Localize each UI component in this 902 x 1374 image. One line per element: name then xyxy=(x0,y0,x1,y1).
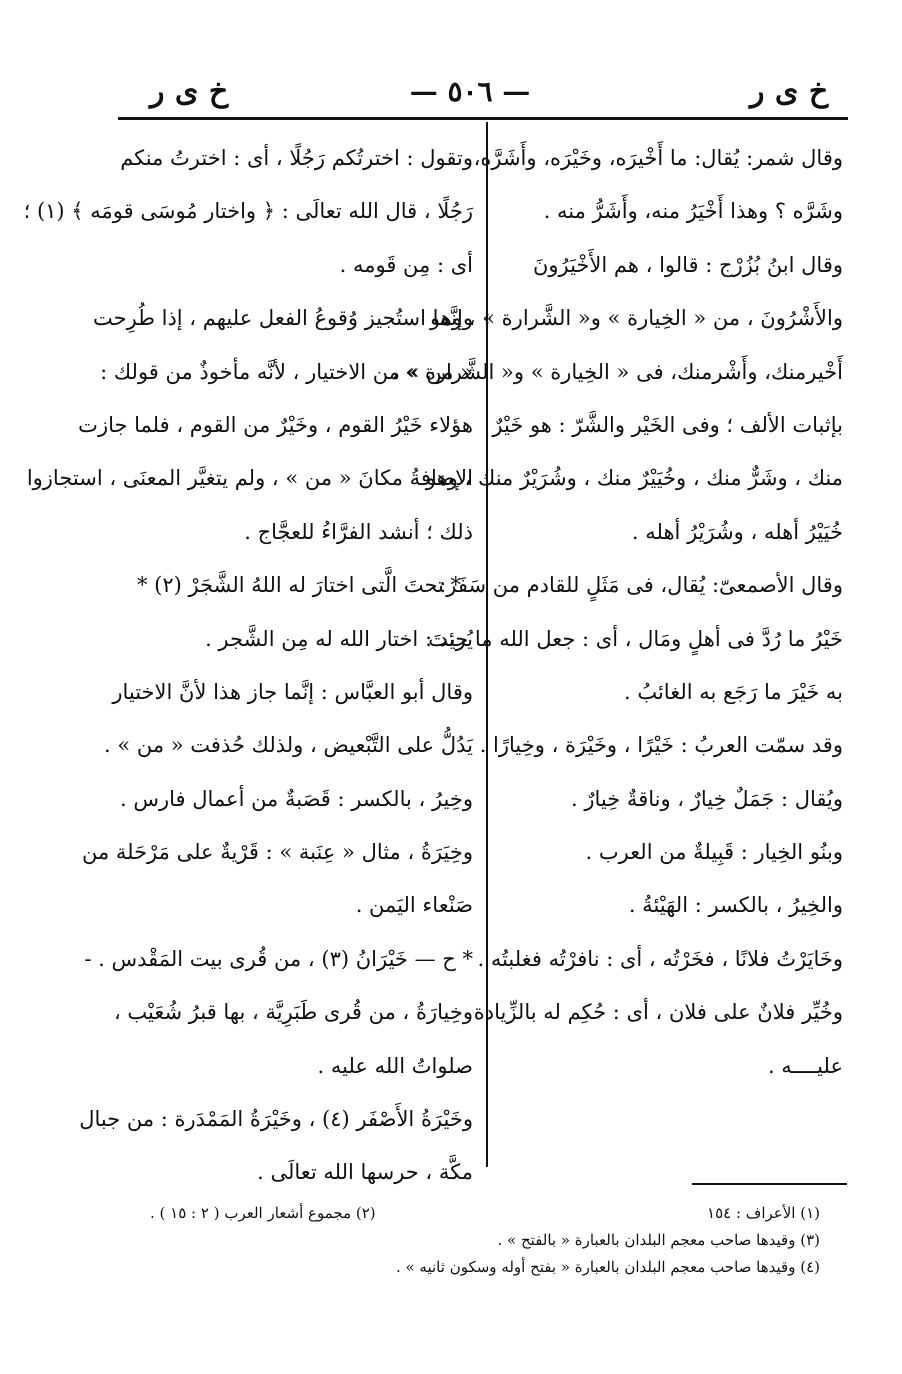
text-line: خَيْرُ ما رُدَّ فى أهلٍ ومَال ، أى : جعل الله ما جئتَ xyxy=(428,626,843,651)
text-line: والأَشْرُونَ ، من « الخِيارة » و« الشَّرارة » ، وهو xyxy=(429,306,843,331)
text-line: وخِيارَةُ ، من قُرى طَبَرِيَّة ، بها قبرُ شُعَيْب ، xyxy=(113,1000,473,1025)
text-line: وخَايَرْتُ فلانًا ، فخَرْتُه ، أى : نافرْتُه فغلبتُه . xyxy=(477,946,843,971)
running-head-left: خ ى ر xyxy=(150,74,229,109)
text-line: ويُقال : جَمَلٌ خِيارٌ ، وناقةٌ خِيارٌ . xyxy=(571,786,843,811)
footnotes xyxy=(150,1200,820,1281)
text-line: وقال أبو العبَّاس : إنَّما جاز هذا لأنَّ الاختيار xyxy=(112,679,473,704)
text-line: والخِيرُ ، بالكسر : الهَيْئةُ . xyxy=(628,893,843,918)
text-line: وخِيَرَةُ ، مثال « عِنَبة » : قَرْيةٌ على مَرْحَلة من xyxy=(81,840,473,865)
left-column xyxy=(23,132,473,1200)
page-number: — ٥٠٦ — xyxy=(409,75,531,108)
footnote-2: (٢) مجموع أشعار العرب ( ٢ : ١٥ ) . xyxy=(150,1204,376,1222)
text-line: يُريد : اختار الله له مِن الشَّجر . xyxy=(205,626,473,651)
text-line: وشَرَّه ؟ وهذا أَخْيَرُ منه، وأَشَرُّ منه . xyxy=(543,199,843,224)
text-line: يَدُلُّ على التَّبْعيض ، ولذلك حُذفت « من » . xyxy=(104,733,473,758)
text-line: وقال شمر: يُقال: ما أَخْيرَه، وخَيْرَه، وأَشَرَّه، xyxy=(473,146,843,170)
text-line: وقد سمّت العربُ : خَيْرًا ، وخَيْرَة ، وخِيارًا . xyxy=(479,733,843,758)
footnote-rule xyxy=(692,1183,847,1185)
text-line: أى : مِن قَومه . xyxy=(339,252,473,277)
verse-line: * تحتَ الَّتى اختارَ له اللهُ الشَّجَرْ (٢) * xyxy=(136,573,462,598)
footnote-4: (٤) وقيدها صاحب معجم البلدان بالعبارة « بفتح أوله وسكون ثانيه » . xyxy=(395,1258,820,1276)
text-line: به خَيْرَ ما رَجَع به الغائبُ . xyxy=(623,679,843,704)
text-line: ذلك ؛ أنشد الفرَّاءُ للعجَّاج . xyxy=(244,519,473,544)
header-rule xyxy=(118,117,848,120)
text-line: عليــــه . xyxy=(767,1053,843,1078)
text-line: صَنْعاء اليَمن . xyxy=(355,893,473,918)
text-line: وخُيِّر فلانٌ على فلان ، أى : حُكِم له بالزِّيادة xyxy=(473,1000,843,1025)
text-line: وقال الأصمعىّ: يُقال، فى مَثَلٍ للقادم من سَفَر: xyxy=(439,573,843,598)
text-line: وخَيْرَةُ الأَصْفَر (٤) ، وخَيْرَةُ المَمْدَرة : من جبال xyxy=(79,1107,473,1132)
text-line: هؤلاء خَيْرُ القوم ، وخَيْرٌ من القوم ، فلما جازت xyxy=(78,412,473,437)
text-line: صلواتُ الله عليه . xyxy=(317,1053,473,1078)
text-line: مكَّة ، حرسها الله تعالَى . xyxy=(257,1160,473,1185)
text-line: بإثبات الألف ؛ وفى الخَيْر والشَّرّ : هو خَيْرٌ xyxy=(492,412,843,437)
text-line: * ح — خَيْرَانُ (٣) ، من قُرى بيت المَقْدس . - xyxy=(84,946,473,971)
text-line: وتقول : اخترتُكم رَجُلًا ، أى : اخترتُ منكم xyxy=(120,146,473,170)
footnote-1: (١) الأعراف : ١٥٤ xyxy=(707,1204,820,1222)
text-line: أَخْيرمنك، وأَشْرمنك، فى « الخِيارة » و« الشَّرارة » ، xyxy=(391,359,843,384)
text-line: منك ، وشَرٌّ منك ، وخُيَيْرٌ منك ، وشُرَيْرٌ منك ، وهو xyxy=(425,466,843,491)
text-line: وقال ابنُ بُزُرْج : قالوا ، هم الأَخْيَرُونَ xyxy=(532,252,843,277)
text-line: الإضافةُ مكانَ « من » ، ولم يتغيَّر المعنَى ، استجازوا xyxy=(26,466,473,491)
text-line: وإنَّما استُجيز وُقوعُ الفعل عليهم ، إذا طُرِحت xyxy=(93,306,473,331)
text-line: خُيَيْرُ أهله ، وشُرَيْرُ أهله . xyxy=(631,519,843,544)
text-line: وخِيرُ ، بالكسر : قَصَبةٌ من أعمال فارس . xyxy=(120,786,473,811)
text-line: وبنُو الخِيار : قَبِيلةٌ من العرب . xyxy=(585,840,843,865)
text-line: رَجُلًا ، قال الله تعالَى : ﴿ واختار مُوسَى قومَه ﴾ (١) ؛ xyxy=(23,199,473,224)
footnote-3: (٣) وقيدها صاحب معجم البلدان بالعبارة « بالفتح » . xyxy=(497,1231,820,1249)
text-line: « من » من الاختيار ، لأنَّه مأخوذٌ من قولك : xyxy=(100,359,473,384)
running-head-right: خ ى ر xyxy=(750,74,829,109)
footnote-row xyxy=(150,1200,820,1227)
